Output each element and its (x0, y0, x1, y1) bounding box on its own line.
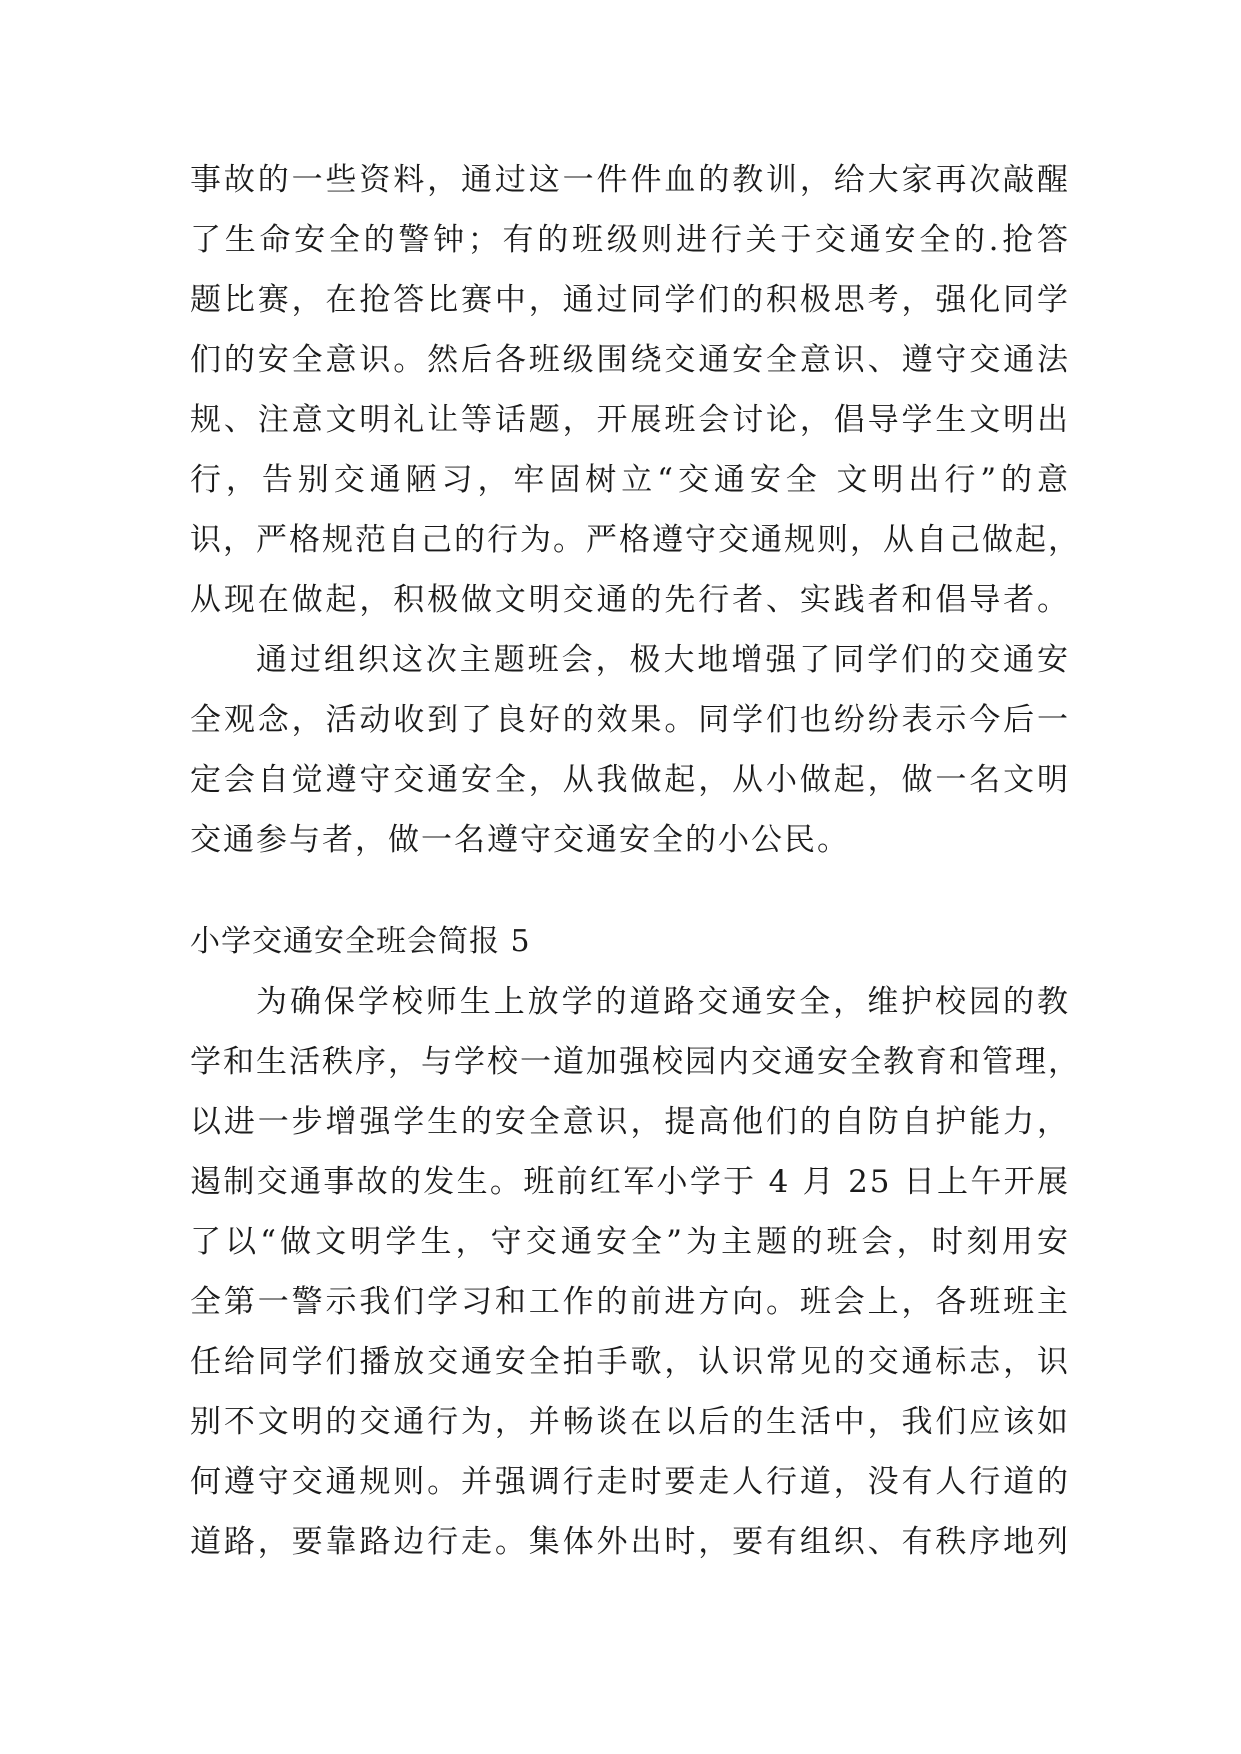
text-line: 识，严格规范自己的行为。严格遵守交通规则，从自己做起， (190, 522, 1081, 558)
paragraph-2 (190, 630, 1070, 870)
text-line: 行，告别交通陋习，牢固树立“交通安全 文明出行”的意 (190, 462, 1070, 498)
text-line: 了生命安全的警钟；有的班级则进行关于交通安全的.抢答 (190, 222, 1070, 258)
text-line: 规、注意文明礼让等话题，开展班会讨论，倡导学生文明出 (190, 402, 1070, 438)
text-line: 以进一步增强学生的安全意识，提高他们的自防自护能力， (190, 1104, 1070, 1140)
text-line: 遏制交通事故的发生。班前红军小学于 4 月 25 日上午开展 (190, 1164, 1070, 1200)
text-line: 为确保学校师生上放学的道路交通安全，维护校园的教 (256, 984, 1070, 1020)
text-line: 通过组织这次主题班会，极大地增强了同学们的交通安 (256, 642, 1070, 678)
text-line: 交通参与者，做一名遵守交通安全的小公民。 (190, 822, 850, 858)
text-line: 别不文明的交通行为，并畅谈在以后的生活中，我们应该如 (190, 1404, 1070, 1440)
text-line: 了以“做文明学生，守交通安全”为主题的班会，时刻用安 (190, 1224, 1070, 1260)
text-line: 题比赛，在抢答比赛中，通过同学们的积极思考，强化同学 (190, 282, 1070, 318)
text-line: 学和生活秩序，与学校一道加强校园内交通安全教育和管理， (190, 1044, 1081, 1080)
text-line: 全观念，活动收到了良好的效果。同学们也纷纷表示今后一 (190, 702, 1070, 738)
text-line: 定会自觉遵守交通安全，从我做起，从小做起，做一名文明 (190, 762, 1070, 798)
text-line: 们的安全意识。然后各班级围绕交通安全意识、遵守交通法 (190, 342, 1070, 378)
text-line: 事故的一些资料，通过这一件件血的教训，给大家再次敲醒 (190, 162, 1070, 198)
text-line: 全第一警示我们学习和工作的前进方向。班会上，各班班主 (190, 1284, 1070, 1320)
text-line: 从现在做起，积极做文明交通的先行者、实践者和倡导者。 (190, 582, 1070, 618)
text-line: 何遵守交通规则。并强调行走时要走人行道，没有人行道的 (190, 1464, 1070, 1500)
paragraph-3 (190, 972, 1081, 1572)
text-line: 道路，要靠路边行走。集体外出时，要有组织、有秩序地列 (190, 1524, 1070, 1560)
paragraph-1 (190, 150, 1081, 630)
section-heading: 小学交通安全班会简报 5 (190, 924, 531, 959)
text-line: 任给同学们播放交通安全拍手歌，认识常见的交通标志，识 (190, 1344, 1070, 1380)
